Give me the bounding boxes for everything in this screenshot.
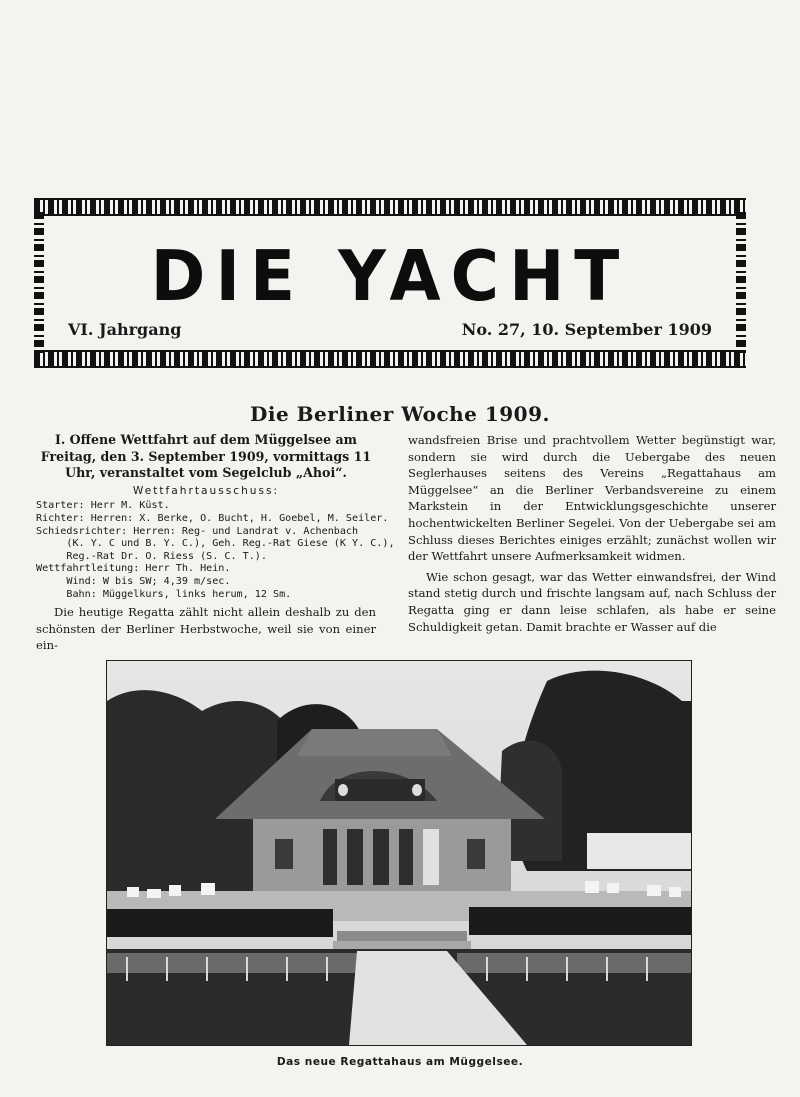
issue-label: No. 27, 10. September 1909 <box>461 320 712 339</box>
list-item: Wind: W bis SW; 4,39 m/sec. <box>36 575 231 587</box>
photo-caption: Das neue Regattahaus am Müggelsee. <box>276 1056 524 1068</box>
list-item: Bahn: Müggelkurs, links herum, 12 Sm. <box>36 588 292 600</box>
race-subhead: I. Offene Wettfahrt auf dem Müggelsee am Freitag, den 3. September 1909, vormittags 11 Uhr, veranstaltet vom Segelclub „Ahoi“. <box>40 432 372 481</box>
article-headline: Die Berliner Woche 1909. <box>250 402 550 426</box>
list-item: Starter: Herr M. Küst. <box>36 500 170 512</box>
committee-list <box>36 500 395 601</box>
ornament-border-bottom <box>34 350 746 368</box>
list-item: Wettfahrtleitung: Herr Th. Hein. <box>36 563 231 575</box>
committee-title: Wettfahrtausschuss: <box>132 484 280 497</box>
body-paragraph: Wie schon gesagt, war das Wetter einwandsfrei, der Wind stand stetig durch und frischte langsam auf, nach Schluss der Regatta ging er dann leise schlafen, als habe er seine Schuldigkeit getan. Damit brachte er Wasser auf die <box>408 569 776 634</box>
right-column <box>408 432 776 635</box>
list-item: Schiedsrichter: Herren: Reg- und Landrat v. Achenbach <box>36 525 359 537</box>
ornament-border-top <box>34 198 746 216</box>
list-item: (K. Y. C und B. Y. C.), Geh. Reg.-Rat Giese (K Y. C.), <box>36 538 395 550</box>
list-item: Reg.-Rat Dr. O. Riess (S. C. T.). <box>36 550 267 562</box>
photo-illustration <box>107 661 691 1045</box>
masthead <box>34 198 746 368</box>
body-paragraph: Die heutige Regatta zählt nicht allein deshalb zu den schönsten der Berliner Herbstwoche, weil sie von einer ein- <box>36 605 376 653</box>
left-column <box>36 432 395 654</box>
regatta-house-photo <box>106 660 692 1046</box>
list-item: Richter: Herren: X. Berke, O. Bucht, H. Goebel, M. Seiler. <box>36 512 389 524</box>
body-paragraph: wandsfreien Brise und prachtvollem Wetter begünstigt war, sondern sie wird durch die Uebergabe des neuen Seglerhauses seitens des Vereins „Regattahaus am Müggelsee“ an die Berliner Verbandsvereine zu einem Markstein in der Entwicklungsgeschichte unserer hochentwickelten Berliner Segelei. Von der Uebergabe sei am Schluss dieses Berichtes einiges erzählt; zunächst wollen wir der Wettfahrt unsere Aufmerksamkeit widmen. <box>408 433 776 564</box>
masthead-title: DIE YACHT <box>150 236 630 317</box>
volume-label: VI. Jahrgang <box>68 320 182 339</box>
